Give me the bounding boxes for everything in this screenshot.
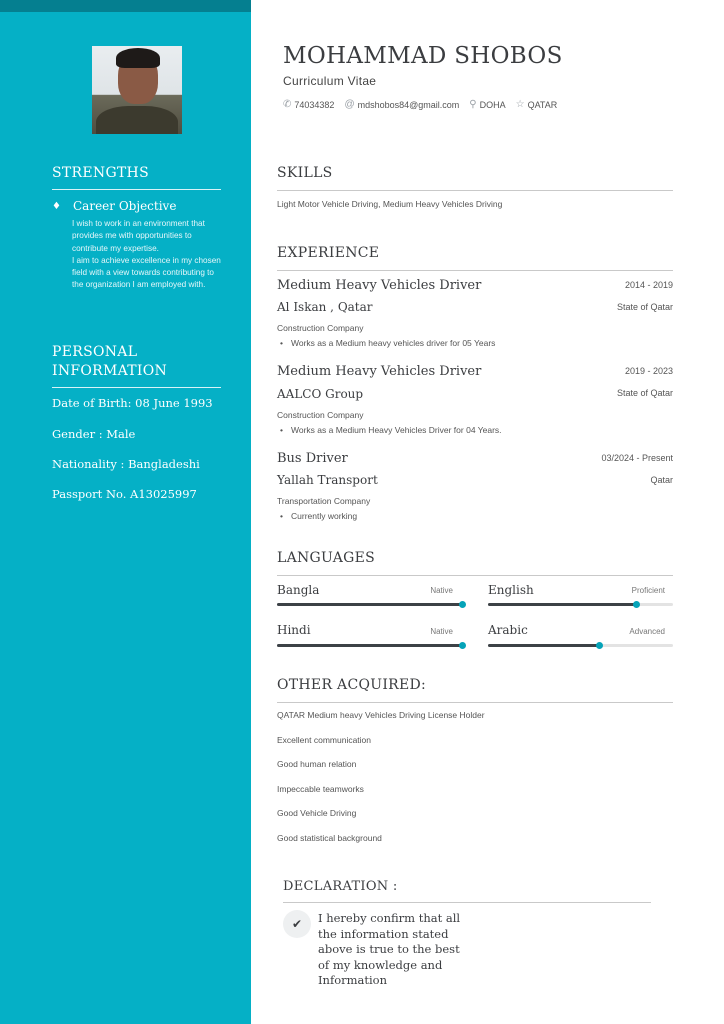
job-title: Bus Driver (277, 451, 348, 466)
personal-info-heading (52, 343, 167, 381)
job-location: State of Qatar (616, 388, 673, 398)
contact-row (283, 99, 567, 110)
job-bullet-text: Works as a Medium Heavy Vehicles Driver for 04 Years. (291, 425, 502, 435)
other-item: Good human relation (277, 759, 357, 769)
career-objective-paragraph-1: I wish to work in an environment that provides me with opportunities to contribute my expertise. (72, 219, 205, 253)
languages-divider (277, 575, 673, 576)
other-item: Good Vehicle Driving (277, 808, 357, 818)
declaration-divider (283, 902, 651, 903)
job-dates: 2019 - 2023 (624, 366, 673, 376)
phone-icon: ✆ (283, 99, 292, 110)
profile-photo (92, 46, 182, 134)
job-bullet: • Works as a Medium Heavy Vehicles Driver for 04 Years. (280, 425, 502, 435)
nationality: Nationality : Bangladeshi (52, 457, 200, 471)
job-title: Medium Heavy Vehicles Driver (277, 278, 482, 293)
document-subtitle: Curriculum Vitae (283, 74, 377, 88)
language-bar-knob (633, 601, 640, 608)
language-level: Proficient (631, 586, 665, 595)
contact-email[interactable] (344, 99, 459, 110)
country-value: QATAR (527, 99, 558, 110)
career-objective-title (52, 199, 176, 213)
declaration-text: I hereby confirm that all the information stated above is true to the best of my knowledge and Information (318, 911, 461, 987)
skills-heading: SKILLS (277, 165, 333, 181)
language-name: Arabic (488, 623, 528, 637)
job-dates: 03/2024 - Present (601, 453, 673, 463)
at-icon: @ (344, 99, 355, 110)
languages-heading: LANGUAGES (277, 550, 376, 566)
language-bar-knob (459, 642, 466, 649)
career-objective-paragraph-2: I aim to achieve excellence in my chosen field with a view towards contributing to the organization I am employed with. (72, 255, 221, 290)
city-value: DOHA (479, 99, 506, 110)
job-company-type: Transportation Company (277, 496, 371, 506)
star-icon: ☆ (515, 99, 525, 110)
job-bullet-text: Works as a Medium heavy vehicles driver for 05 Years (291, 338, 496, 348)
language-name: English (488, 583, 534, 597)
declaration-heading: DECLARATION : (283, 879, 398, 894)
personal-heading-line-1: PERSONAL (52, 344, 138, 360)
other-acquired-divider (277, 702, 673, 703)
other-item: Good statistical background (277, 833, 382, 843)
skills-divider (277, 190, 673, 191)
job-company: AALCO Group (277, 387, 364, 401)
career-objective-text (72, 218, 222, 292)
language-bar-fill (488, 603, 636, 606)
language-bar (488, 644, 673, 647)
contact-city (469, 99, 505, 110)
language-bar (488, 603, 673, 606)
job-company: Yallah Transport (277, 473, 378, 487)
language-level: Native (430, 627, 453, 636)
diamond-icon: ♦ (52, 200, 61, 212)
phone-value: 74034382 (294, 99, 335, 110)
language-bar-fill (277, 603, 462, 606)
language-bar-knob (459, 601, 466, 608)
contact-phone (283, 99, 334, 110)
email-value[interactable]: mdshobos84@gmail.com (357, 99, 460, 110)
passport-number: Passport No. A13025997 (52, 487, 197, 501)
sidebar-top-bar (0, 0, 251, 12)
language-bar-fill (488, 644, 599, 647)
personal-info-divider (52, 387, 221, 388)
skills-text: Light Motor Vehicle Driving, Medium Heavy Vehicles Driving (277, 199, 503, 209)
other-acquired-heading: OTHER ACQUIRED: (277, 677, 427, 693)
language-name: Hindi (277, 623, 311, 637)
check-icon: ✔ (283, 910, 311, 938)
other-item: QATAR Medium heavy Vehicles Driving License Holder (277, 710, 485, 720)
job-location: Qatar (650, 475, 673, 485)
job-bullet: • Works as a Medium heavy vehicles driver for 05 Years (280, 338, 496, 348)
strengths-divider (52, 189, 221, 190)
job-location: State of Qatar (616, 302, 673, 312)
language-level: Native (430, 586, 453, 595)
experience-heading: EXPERIENCE (277, 245, 380, 261)
job-company-type: Construction Company (277, 410, 364, 420)
career-objective-label: Career Objective (73, 199, 177, 213)
gender: Gender : Male (52, 427, 136, 441)
language-bar (277, 644, 462, 647)
job-bullet: • Currently working (280, 511, 358, 521)
other-item: Impeccable teamworks (277, 784, 364, 794)
experience-divider (277, 270, 673, 271)
job-dates: 2014 - 2019 (624, 280, 673, 290)
language-bar (277, 603, 462, 606)
language-name: Bangla (277, 583, 320, 597)
contact-country (516, 99, 558, 110)
sidebar (0, 0, 251, 1024)
job-company: Al Iskan , Qatar (277, 300, 373, 314)
other-item: Excellent communication (277, 735, 372, 745)
language-bar-knob (596, 642, 603, 649)
strengths-heading: STRENGTHS (52, 165, 149, 181)
language-bar-fill (277, 644, 462, 647)
job-title: Medium Heavy Vehicles Driver (277, 364, 482, 379)
job-bullet-text: Currently working (291, 511, 358, 521)
candidate-name: MOHAMMAD SHOBOS (283, 43, 563, 69)
language-level: Advanced (629, 627, 665, 636)
location-pin-icon: ⚲ (469, 99, 477, 110)
date-of-birth: Date of Birth: 08 June 1993 (52, 396, 213, 410)
job-company-type: Construction Company (277, 323, 364, 333)
personal-heading-line-2: INFORMATION (52, 363, 168, 379)
